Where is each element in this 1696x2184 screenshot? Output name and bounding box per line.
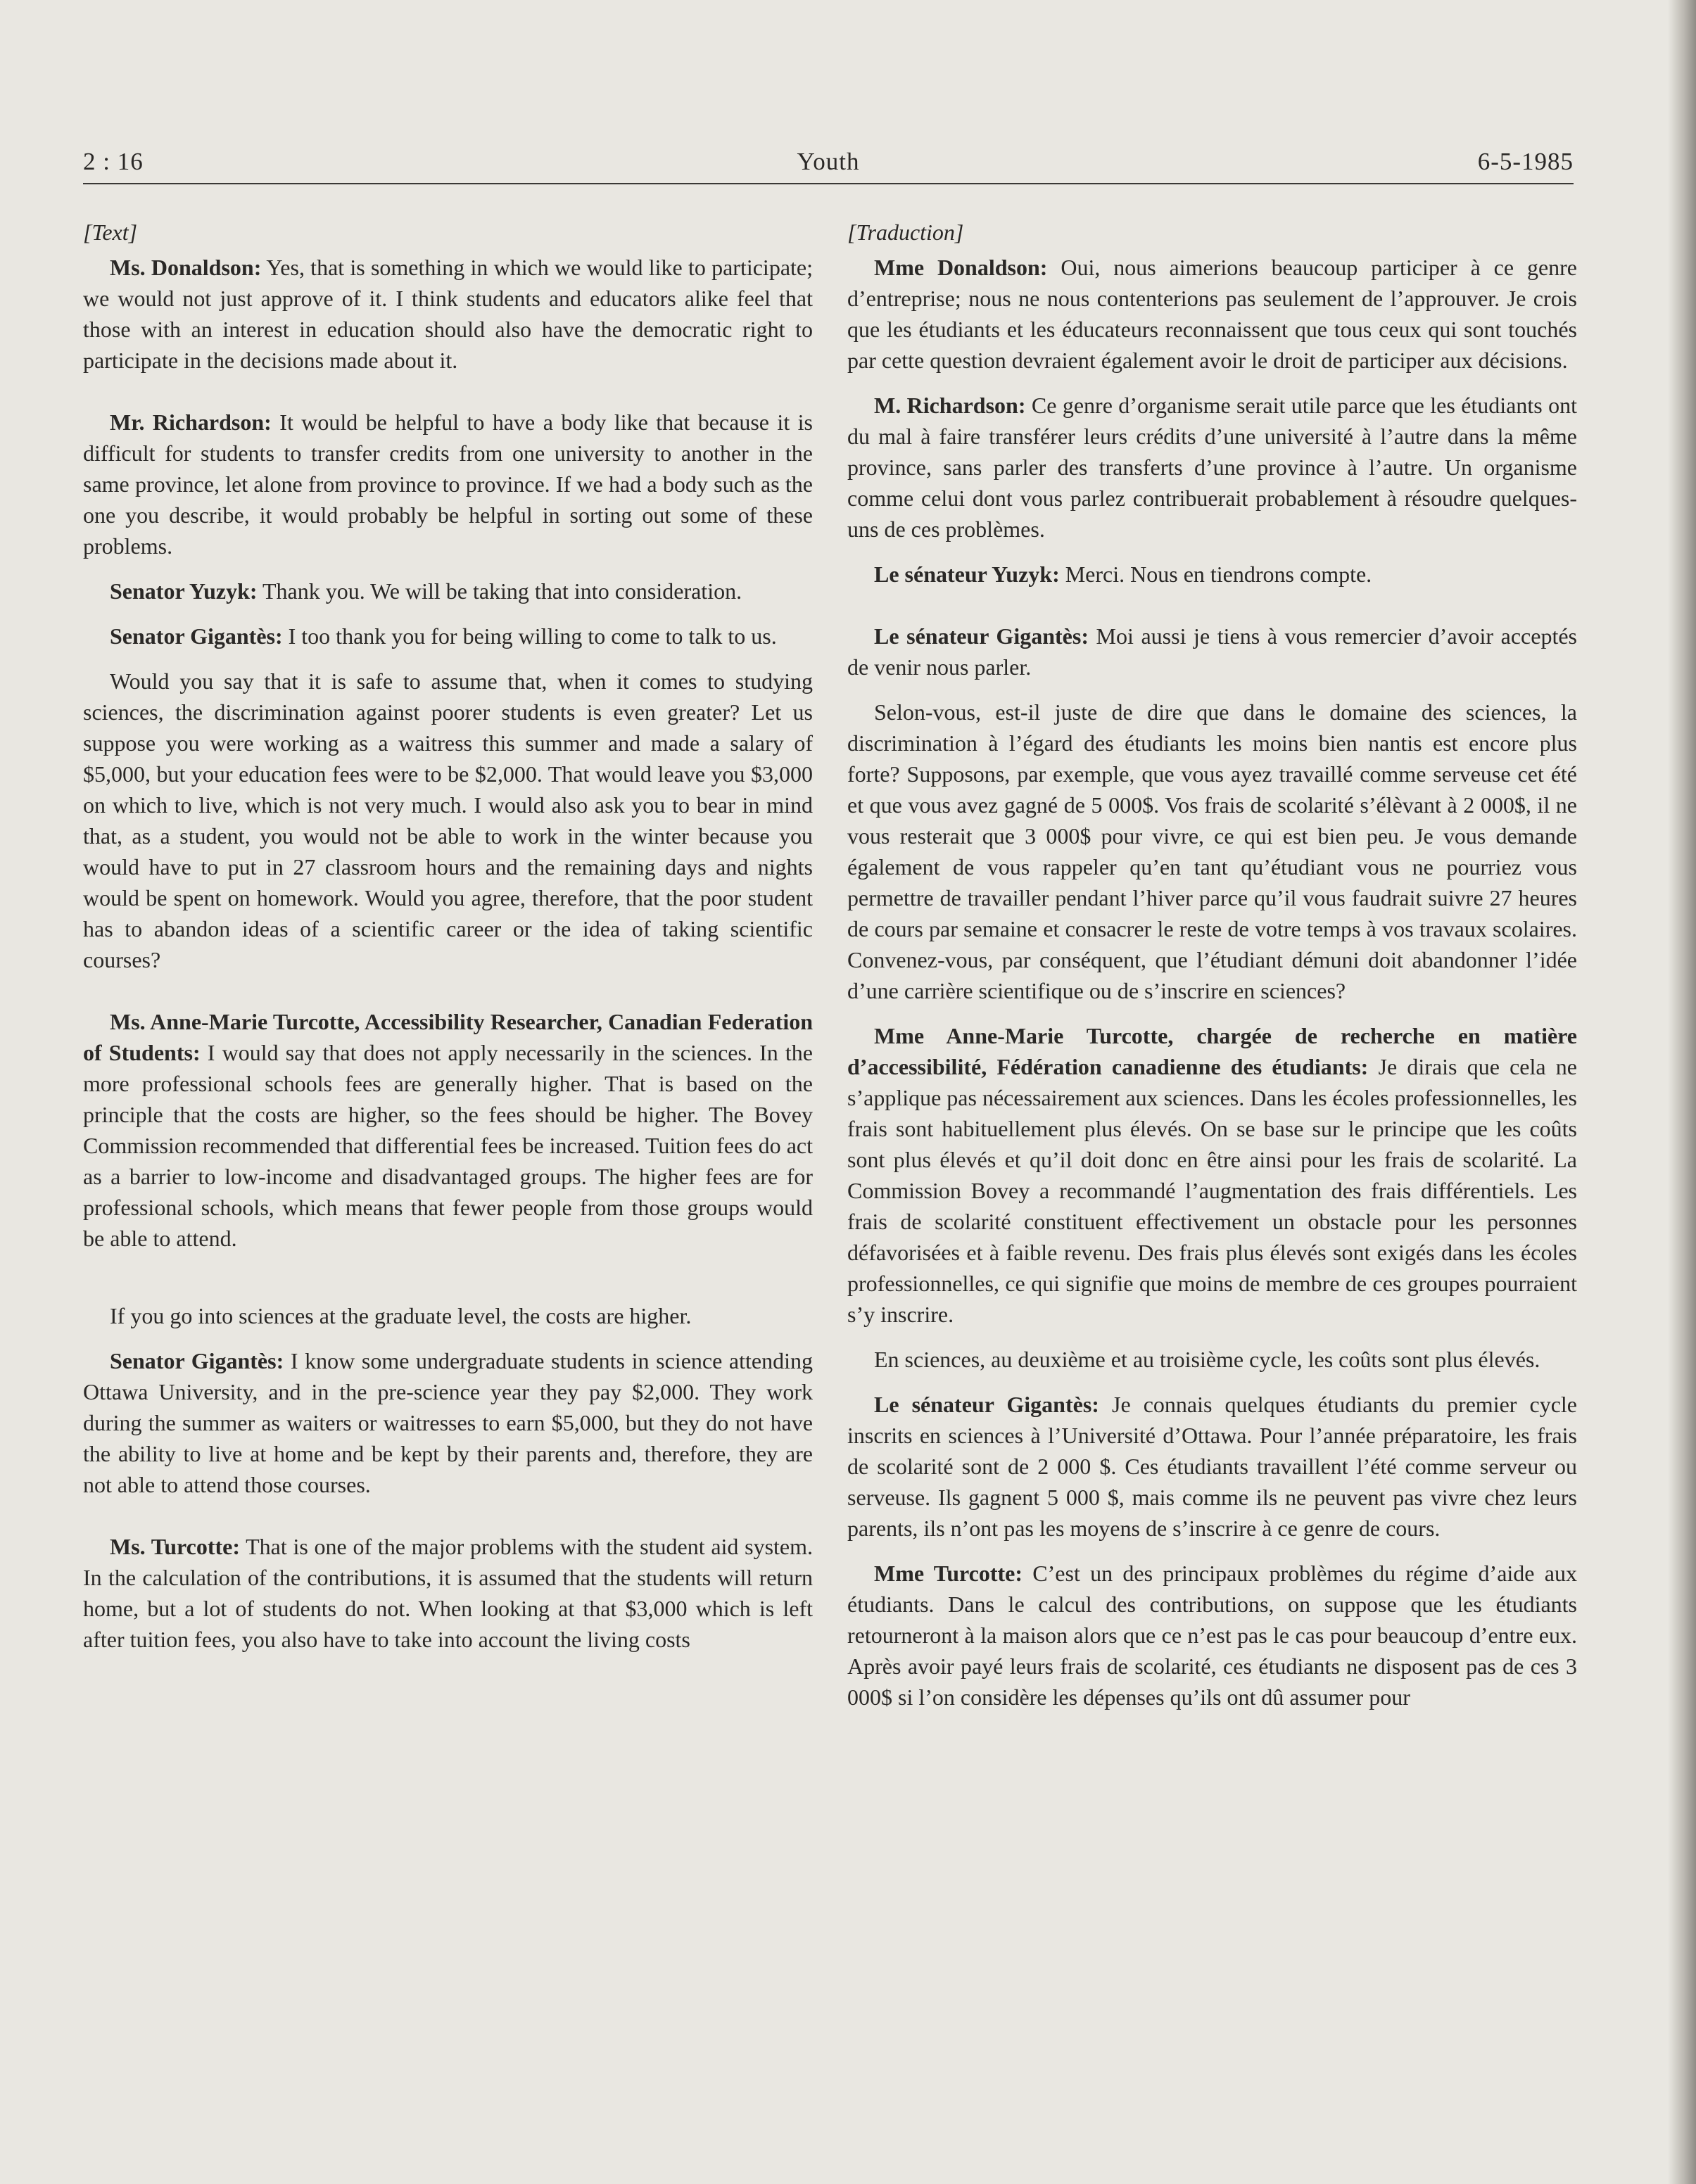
paragraph-text: Je dirais que cela ne s’applique pas nécessairement aux sciences. Dans les écoles professionnelles, les frais sont habituellement plus élevés. On se base sur le principe que les coûts sont plus élevés et qu’il doit donc en être ainsi pour les frais de scolarité. La Commission Bovey a recommandé l’augmentation des frais différentiels. Les frais de scolarité constituent effectivement un obstacle pour les personnes défavorisées et à faible revenu. Des frais plus élevés sont exigés dans les écoles professionnelles, ce qui signifie que moins de membre de ces groupes pourraient s’y inscrire.	[847, 1054, 1578, 1327]
speaker-name: Mme Donaldson:	[874, 255, 1048, 280]
paragraph-text: Ce genre d’organisme serait utile parce que les étudiants ont du mal à faire transférer leurs crédits d’une université à l’autre dans la même province, sans parler des transferts d’une province à l’autre. Un organisme comme celui dont vous parlez contribuerait probablement à résoudre quelques-uns de ces problèmes.	[847, 393, 1577, 542]
paragraph	[847, 390, 1577, 545]
section-label-text: [Text]	[83, 220, 138, 245]
speaker-name: Senator Yuzyk:	[110, 578, 258, 604]
speaker-name: Senator Gigantès:	[110, 623, 283, 649]
speaker-name: Ms. Donaldson:	[110, 255, 262, 280]
paragraph-text: I would say that does not apply necessarily in the sciences. In the more professional schools fees are generally higher. That is based on the principle that the costs are higher, so the fees should be higher. The Bovey Commission recommended that differential fees be increased. Tuition fees do act as a barrier to low-income and disadvantaged groups. The higher fees are for professional schools, which means that fewer people from those groups would be able to attend.	[83, 1040, 814, 1251]
paragraph-text: C’est un des principaux problèmes du régime d’aide aux étudiants. Dans le calcul des contributions, on suppose que les étudiants retourneront à la maison alors que ce n’est pas le cas pour beaucoup d’entre eux. Après avoir payé leurs frais de scolarité, ces étudiants ne disposent pas de ces 3 000$ si l’on considère les dépenses qu’ils ont dû assumer pour	[847, 1561, 1577, 1710]
paragraph	[83, 621, 813, 652]
paragraph-text: Thank you. We will be taking that into consideration.	[257, 578, 742, 604]
paragraph	[83, 1300, 813, 1331]
paragraph	[83, 1006, 813, 1254]
paragraph-text: It would be helpful to have a body like that because it is difficult for students to transfer credits from one university to another in the same province, let alone from province to province. If we had a body such as the one you describe, it would probably be helpful in sorting out some of these problems.	[83, 410, 814, 559]
french-column	[847, 217, 1577, 1727]
speaker-name: M. Richardson:	[874, 393, 1026, 418]
paragraph	[847, 559, 1577, 590]
speaker-name: Senator Gigantès:	[110, 1348, 284, 1373]
paragraph-text: En sciences, au deuxième et au troisième cycle, les coûts sont plus élevés.	[874, 1347, 1540, 1372]
paragraph	[847, 1389, 1577, 1544]
paragraph	[847, 1020, 1577, 1330]
speaker-name: Mme Turcotte:	[874, 1561, 1023, 1586]
paragraph-text: Selon-vous, est-il juste de dire que dans le domaine des sciences, la discrimination à l’égard des étudiants les moins bien nantis est encore plus forte? Supposons, par exemple, que vous ayez travaillé comme serveuse cet été et que vous avez gagné de 5 000$. Vos frais de scolarité s’élèvant à 2 000$, il ne vous resterait que 3 000$ pour vivre, ce qui est bien peu. Je vous demande également de vous rappeler qu’en tant qu’étudiant vous ne pourriez vous permettre de travailler pendant l’hiver parce qu’il vous faudrait suivre 27 heures de cours par semaine et consacrer le reste de votre temps à vos travaux scolaires. Convenez-vous, par conséquent, que l’étudiant démuni doit abandonner l’idée d’une carrière scientifique ou de s’inscrire en sciences?	[847, 699, 1577, 1003]
header-rule	[83, 183, 1574, 184]
paragraph-text: Would you say that it is safe to assume that, when it comes to studying sciences, the discrimination against poorer students is even greater? Let us suppose you were working as a waitress this summer and made a salary of $5,000, but your education fees were to be $2,000. That would leave you $3,000 on which to live, which is not very much. I would also ask you to bear in mind that, as a student, you would not be able to work in the winter because you would have to put in 27 classroom hours and the remaining days and nights would be spent on homework. Would you agree, therefore, that the poor student has to abandon ideas of a scientific career or the idea of taking scientific courses?	[83, 668, 813, 972]
paragraph-text: Yes, that is something in which we would like to participate; we would not just approve of it. I think students and educators alike feel that those with an interest in education should also have the democratic right to participate in the decisions made about it.	[83, 255, 814, 373]
page-number: 2 : 16	[83, 148, 144, 175]
paragraph	[847, 252, 1577, 376]
paragraph	[847, 1344, 1577, 1375]
page-header	[83, 148, 1574, 184]
paragraph-text: Merci. Nous en tiendrons compte.	[1059, 561, 1372, 587]
english-column	[83, 217, 813, 1669]
paragraph	[83, 407, 813, 561]
speaker-name: Mr. Richardson:	[110, 410, 272, 435]
paragraph-text: Moi aussi je tiens à vous remercier d’avoir acceptés de venir nous parler.	[847, 623, 1578, 680]
speaker-name: Le sénateur Gigantès:	[874, 623, 1089, 649]
running-title: Youth	[797, 148, 860, 175]
paragraph-text: I too thank you for being willing to come to talk to us.	[282, 623, 777, 649]
paragraph	[83, 252, 813, 376]
speaker-name: Ms. Anne-Marie Turcotte, Accessibility Researcher, Canadian Federation of Students:	[83, 1009, 813, 1065]
paragraph	[83, 666, 813, 975]
speaker-name: Mme Anne-Marie Turcotte, chargée de recherche en matière d’accessibilité, Fédération canadienne des étudiants:	[847, 1023, 1577, 1079]
paragraph-text: If you go into sciences at the graduate level, the costs are higher.	[110, 1303, 692, 1328]
paragraph	[83, 1345, 813, 1500]
paragraph	[847, 697, 1577, 1006]
paragraph	[847, 621, 1577, 682]
speaker-name: Le sénateur Yuzyk:	[874, 561, 1060, 587]
paragraph-text: Oui, nous aimerions beaucoup participer à ce genre d’entreprise; nous ne nous contenterions pas seulement de l’approuver. Je crois que les étudiants et les éducateurs reconnaissent que tous ceux qui sont touchés par cette question devraient également avoir le droit de participer aux décisions.	[847, 255, 1578, 373]
section-label-traduction: [Traduction]	[847, 220, 964, 245]
speaker-name: Le sénateur Gigantès:	[874, 1392, 1099, 1417]
paragraph-text: I know some undergraduate students in science attending Ottawa University, and in the pre-science year they pay $2,000. They work during the summer as waiters or waitresses to earn $5,000, but they do not have the ability to live at home and be kept by their parents and, therefore, they are not able to attend those courses.	[83, 1348, 814, 1497]
page-date: 6-5-1985	[1477, 148, 1574, 175]
page-edge-shadow	[1668, 0, 1696, 2184]
paragraph	[83, 1531, 813, 1655]
paragraph	[847, 1558, 1577, 1713]
speaker-name: Ms. Turcotte:	[110, 1534, 240, 1559]
paragraph-text: That is one of the major problems with the student aid system. In the calculation of the contributions, it is assumed that the students will return home, but a lot of students do not. When looking at that $3,000 which is left after tuition fees, you also have to take into account the living costs	[83, 1534, 814, 1652]
paragraph-text: Je connais quelques étudiants du premier cycle inscrits en sciences à l’Université d’Ottawa. Pour l’année préparatoire, les frais de scolarité sont de 2 000 $. Ces étudiants travaillent l’été comme serveur ou serveuse. Ils gagnent 5 000 $, mais comme ils ne peuvent pas vivre chez leurs parents, ils n’ont pas les moyens de s’inscrire à ce genre de cours.	[847, 1392, 1578, 1541]
paragraph	[83, 576, 813, 607]
